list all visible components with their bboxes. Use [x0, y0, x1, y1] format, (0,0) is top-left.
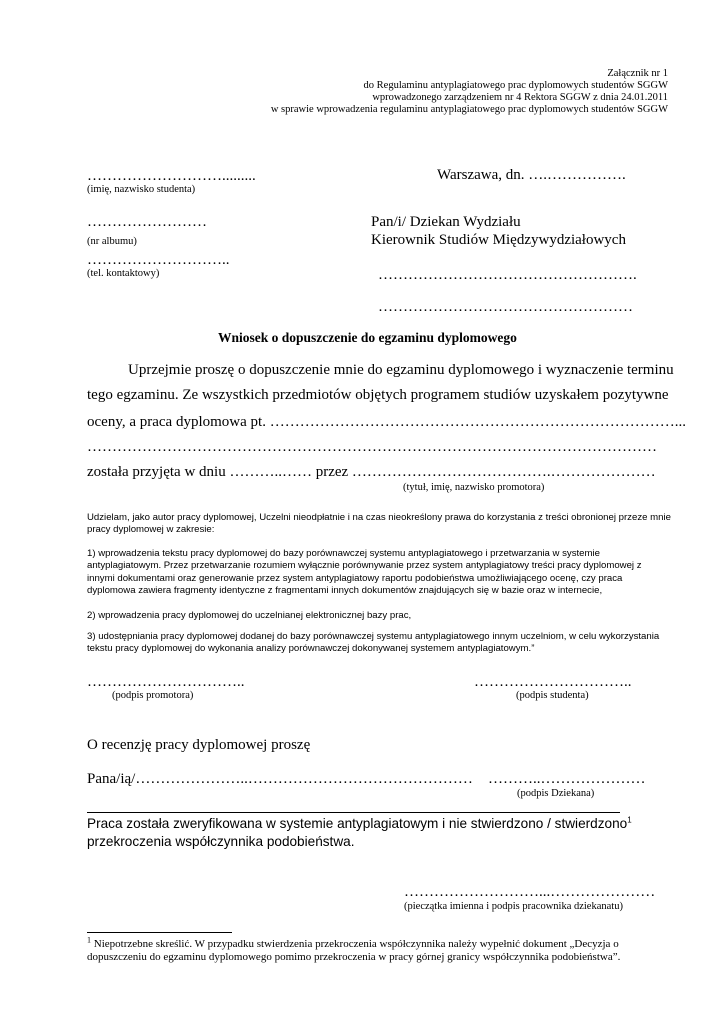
dean-signature-label: (podpis Dziekana) — [517, 788, 595, 799]
promoter-signature-label: (podpis promotora) — [112, 690, 194, 701]
album-dots: …………………… — [87, 214, 207, 230]
review-request: O recenzję pracy dyplomowej proszę — [87, 737, 311, 753]
body-line-3: oceny, a praca dyplomowa pt. ………………………………………………………………………... — [87, 414, 686, 430]
body-line-4: …………………………………………………………………………………………………… — [87, 439, 657, 455]
addressee-manager: Kierownik Studiów Międzywydziałowych — [371, 232, 626, 248]
reviewer-line: Pana/ią/…………………..……………………………………… — [87, 771, 473, 787]
student-signature-dots: ………………………….. — [474, 674, 632, 690]
album-label: (nr albumu) — [87, 236, 137, 247]
phone-dots: ……………………….. — [87, 252, 230, 268]
footnote-mark: 1 — [87, 935, 91, 945]
addressee-dots-2: …………………………………………… — [378, 299, 633, 315]
section-divider — [87, 812, 620, 813]
license-item-2: 2) wprowadzenia pracy dyplomowej do uczelnianej elektronicznej bazy prac, — [87, 610, 412, 621]
header-regulation: do Regulaminu antyplagiatowego prac dyplomowych studentów SGGW — [363, 80, 668, 91]
license-intro: Udzielam, jako autor pracy dyplomowej, Uczelni nieodpłatnie i na czas nieokreślony prawa do korzystania z treści obronionej przeze mnie pracy dyplomowej w zakresie: — [87, 512, 671, 536]
stamp-signature-label: (pieczątka imienna i podpis pracownika dziekanatu) — [404, 901, 623, 912]
stamp-signature-dots: ………………………...………………… — [404, 884, 656, 900]
student-name-label: (imię, nazwisko studenta) — [87, 184, 196, 195]
verification-text-part1: Praca została zweryfikowana w systemie antyplagiatowym i nie stwierdzono / stwierdzono — [87, 816, 628, 831]
body-line-5: została przyjęta w dniu ………..…… przez ………………………………….………………… — [87, 464, 656, 480]
student-name-dots: ………………………......... — [87, 168, 256, 184]
footnote-separator — [87, 932, 232, 933]
verification-text-continued: przekroczenia współczynnika podobieństwa. — [87, 834, 355, 849]
verification-text — [87, 816, 632, 831]
dean-signature-dots: ………..………………… — [488, 771, 646, 787]
student-signature-label: (podpis studenta) — [516, 690, 589, 701]
promoter-title-label: (tytuł, imię, nazwisko promotora) — [403, 482, 545, 493]
addressee-dots-1: ……………………………………………. — [378, 267, 637, 283]
license-item-1: 1) wprowadzenia tekstu pracy dyplomowej do bazy porównawczej systemu antyplagiatowego i przetwarzania w systemie antyplagiatowym. Przez przetwarzanie rozumiem wyłącznie porównywanie przez system antyplagiatowy treści pracy dyplomowej z innymi dokumentami oraz generowanie przez system antyplagiatowy raportu podobieństwa umożliwiającego ocenę, czy praca dyplomowa zawiera fragmenty identyczne z fragmentami innych dokumentów znajdujących się w bazie oraz w internecie, — [87, 548, 642, 597]
phone-label: (tel. kontaktowy) — [87, 268, 160, 279]
body-line-1: Uprzejmie proszę o dopuszczenie mnie do egzaminu dyplomowego i wyznaczenie terminu — [128, 362, 674, 378]
footnote-text: Niepotrzebne skreślić. W przypadku stwierdzenia przekroczenia współczynnika należy wypełnić dokument „Decyzja o dopuszczeniu do egzaminu dyplomowego pomimo przekroczenia w pracy górnej granicy współczynnika podobieństwa”. — [87, 938, 621, 963]
promoter-signature-dots: ………………………….. — [87, 674, 245, 690]
header-subject: w sprawie wprowadzenia regulaminu antyplagiatowego prac dyplomowych studentów SGGW — [270, 104, 668, 115]
attachment-number: Załącznik nr 1 — [607, 68, 668, 79]
license-item-3: 3) udostępniania pracy dyplomowej dodanej do bazy porównawczej systemu antyplagiatowego innym uczelniom, w celu wykorzystania tekstu pracy dyplomowej do wykonania analizy porównawczej dokonywanej systemem antyplagiatowym.” — [87, 631, 660, 655]
document-title: Wniosek o dopuszczenie do egzaminu dyplomowego — [218, 330, 517, 345]
footnote — [87, 935, 667, 964]
addressee-dean: Pan/i/ Dziekan Wydziału — [371, 214, 521, 230]
header-order: wprowadzonego zarządzeniem nr 4 Rektora SGGW z dnia 24.01.2011 — [372, 92, 668, 103]
place-date: Warszawa, dn. ….……………. — [437, 167, 626, 183]
footnote-reference: 1 — [627, 815, 632, 825]
body-line-2: tego egzaminu. Ze wszystkich przedmiotów objętych programem studiów uzyskałem pozytywne — [87, 387, 669, 403]
